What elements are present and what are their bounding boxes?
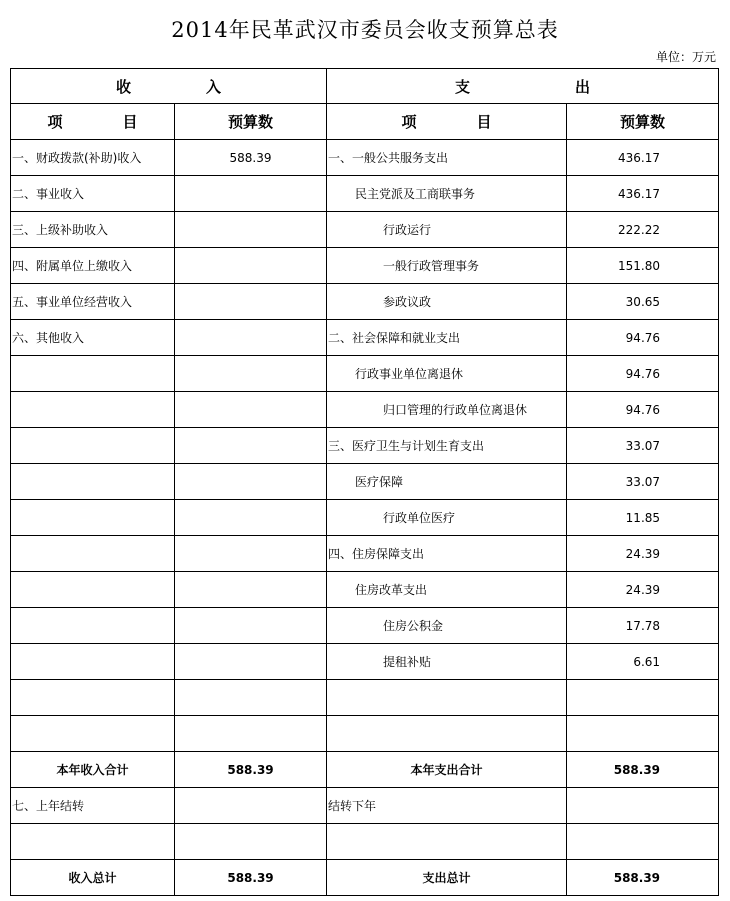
income-item [11, 644, 175, 680]
grand-expense-total-label: 支出总计 [327, 860, 567, 896]
carry-in-label: 七、上年结转 [11, 788, 175, 824]
expense-amount: 436.17 [567, 176, 719, 212]
table-row [11, 536, 719, 572]
expense-item [327, 680, 567, 716]
expense-amount: 30.65 [567, 284, 719, 320]
carry-out-amount [567, 788, 719, 824]
expense-item: 行政单位医疗 [327, 500, 567, 536]
budget-table [10, 68, 719, 896]
expense-amount [567, 680, 719, 716]
income-amount [175, 212, 327, 248]
table-row [11, 608, 719, 644]
income-item [11, 680, 175, 716]
column-header-row [11, 104, 719, 140]
income-amount [175, 464, 327, 500]
expense-amount: 436.17 [567, 140, 719, 176]
grand-income-total-amount: 588.39 [175, 860, 327, 896]
year-expense-total-amount: 588.39 [567, 752, 719, 788]
grand-income-total-label: 收入总计 [11, 860, 175, 896]
income-amount: 588.39 [175, 140, 327, 176]
income-amount-header: 预算数 [175, 104, 327, 140]
carry-in-amount [175, 788, 327, 824]
income-item [11, 356, 175, 392]
income-item [11, 464, 175, 500]
expense-item [327, 716, 567, 752]
income-item [11, 392, 175, 428]
table-row [11, 248, 719, 284]
expense-item: 民主党派及工商联事务 [327, 176, 567, 212]
income-amount [175, 176, 327, 212]
income-item [11, 608, 175, 644]
income-item-header: 项 目 [11, 104, 175, 140]
table-row [11, 320, 719, 356]
grand-total-row [11, 860, 719, 896]
income-amount [175, 536, 327, 572]
expense-amount: 11.85 [567, 500, 719, 536]
income-amount [175, 284, 327, 320]
expense-amount: 24.39 [567, 572, 719, 608]
expense-item: 医疗保障 [327, 464, 567, 500]
expense-item: 提租补贴 [327, 644, 567, 680]
expense-item: 四、住房保障支出 [327, 536, 567, 572]
expense-item: 归口管理的行政单位离退休 [327, 392, 567, 428]
income-item [11, 572, 175, 608]
income-amount [175, 320, 327, 356]
expense-amount: 151.80 [567, 248, 719, 284]
table-row [11, 356, 719, 392]
expense-amount: 33.07 [567, 464, 719, 500]
expense-amount: 94.76 [567, 356, 719, 392]
income-amount [175, 644, 327, 680]
expense-amount: 17.78 [567, 608, 719, 644]
expense-amount [567, 716, 719, 752]
grand-expense-total-amount: 588.39 [567, 860, 719, 896]
table-body [11, 140, 719, 752]
expense-item: 住房改革支出 [327, 572, 567, 608]
table-row [11, 212, 719, 248]
section-header-row [11, 69, 719, 104]
income-header: 收 入 [11, 69, 327, 104]
income-amount [175, 248, 327, 284]
table-row [11, 680, 719, 716]
expense-item: 参政议政 [327, 284, 567, 320]
income-amount [175, 392, 327, 428]
income-item: 五、事业单位经营收入 [11, 284, 175, 320]
year-expense-total-label: 本年支出合计 [327, 752, 567, 788]
table-row [11, 140, 719, 176]
income-item [11, 716, 175, 752]
expense-amount: 222.22 [567, 212, 719, 248]
table-row [11, 500, 719, 536]
table-row [11, 284, 719, 320]
income-item: 六、其他收入 [11, 320, 175, 356]
expense-amount: 94.76 [567, 392, 719, 428]
expense-item: 一、一般公共服务支出 [327, 140, 567, 176]
income-amount [175, 572, 327, 608]
year-total-row [11, 752, 719, 788]
expense-header: 支 出 [327, 69, 719, 104]
income-item [11, 500, 175, 536]
expense-item-header: 项 目 [327, 104, 567, 140]
table-row [11, 464, 719, 500]
carry-row [11, 788, 719, 824]
expense-amount: 94.76 [567, 320, 719, 356]
income-item: 一、财政拨款(补助)收入 [11, 140, 175, 176]
table-row [11, 428, 719, 464]
expense-item: 三、医疗卫生与计划生育支出 [327, 428, 567, 464]
income-item [11, 536, 175, 572]
income-item [11, 428, 175, 464]
year-income-total-label: 本年收入合计 [11, 752, 175, 788]
income-amount [175, 500, 327, 536]
table-row [11, 392, 719, 428]
year-income-total-amount: 588.39 [175, 752, 327, 788]
expense-item: 住房公积金 [327, 608, 567, 644]
income-amount [175, 356, 327, 392]
unit-label: 单位：万元 [655, 50, 716, 64]
expense-item: 一般行政管理事务 [327, 248, 567, 284]
income-item: 二、事业收入 [11, 176, 175, 212]
table-row [11, 176, 719, 212]
carry-out-label: 结转下年 [327, 788, 567, 824]
expense-amount-header: 预算数 [567, 104, 719, 140]
expense-item: 行政事业单位离退休 [327, 356, 567, 392]
expense-item: 行政运行 [327, 212, 567, 248]
expense-item: 二、社会保障和就业支出 [327, 320, 567, 356]
expense-amount: 24.39 [567, 536, 719, 572]
income-item: 四、附属单位上缴收入 [11, 248, 175, 284]
income-item: 三、上级补助收入 [11, 212, 175, 248]
page-title: 2014年民革武汉市委员会收支预算总表 [171, 18, 559, 42]
table-row [11, 716, 719, 752]
income-amount [175, 608, 327, 644]
income-amount [175, 716, 327, 752]
blank-row [11, 824, 719, 860]
expense-amount: 6.61 [567, 644, 719, 680]
income-amount [175, 428, 327, 464]
income-amount [175, 680, 327, 716]
expense-amount: 33.07 [567, 428, 719, 464]
table-row [11, 644, 719, 680]
table-row [11, 572, 719, 608]
